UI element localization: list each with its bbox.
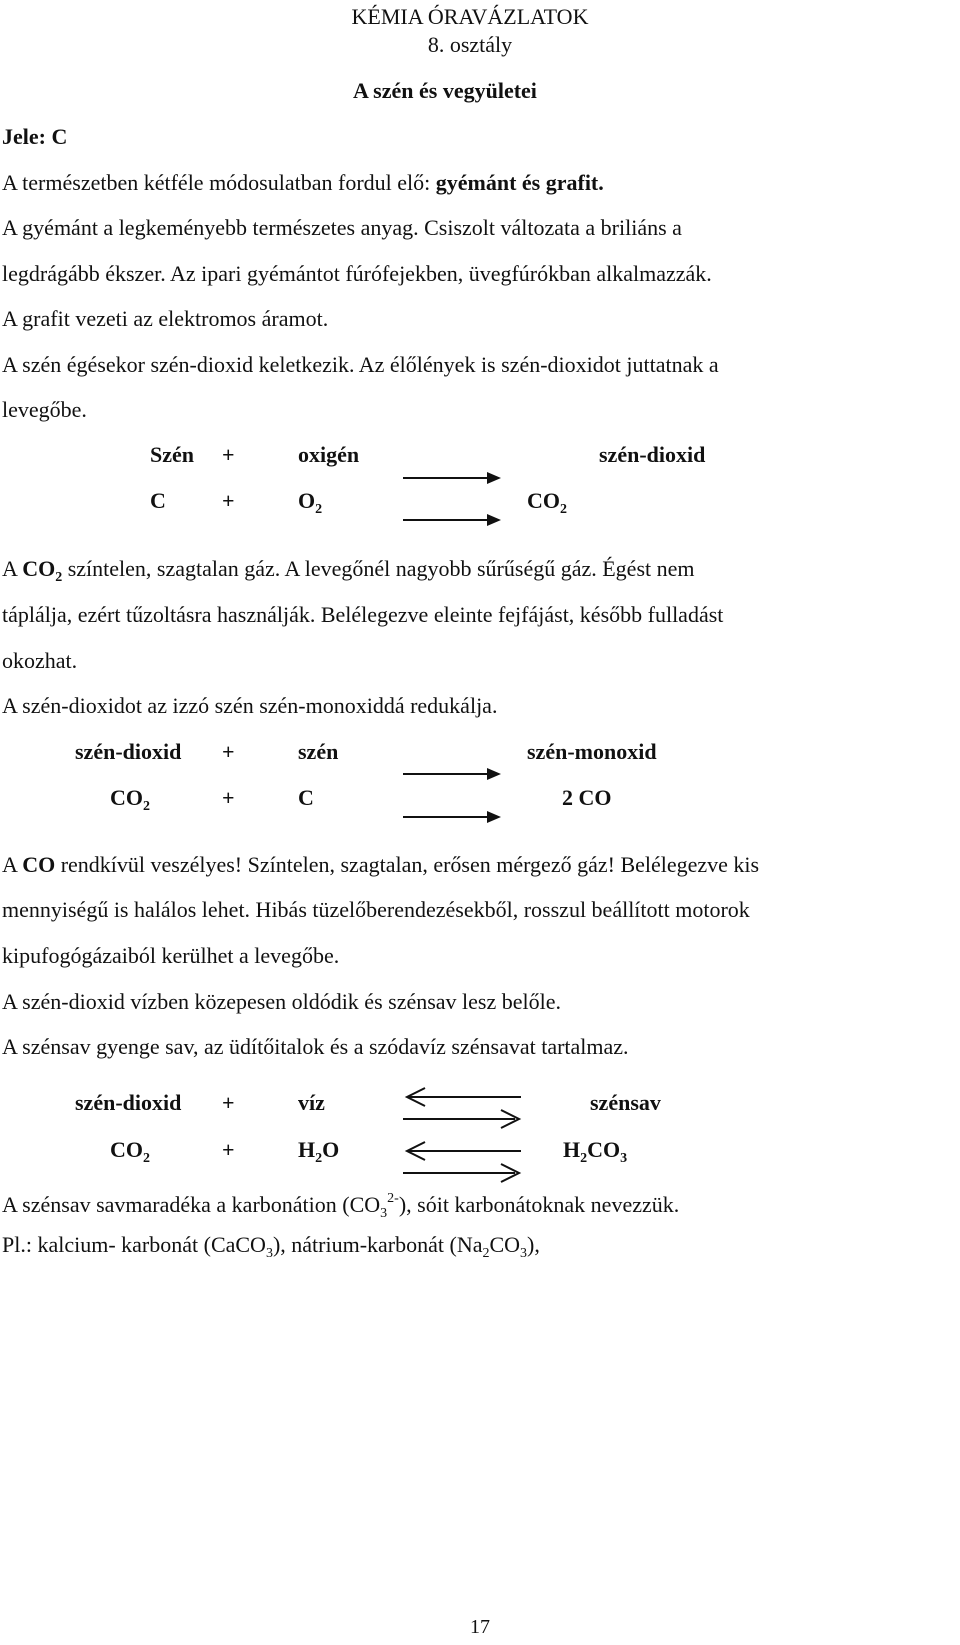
eq2-reactant-a-word: szén-dioxid — [75, 739, 182, 764]
intro-line-1: A természetben kétféle módosulatban fordul elő: gyémánt és grafit. — [2, 170, 604, 195]
document-title: KÉMIA ÓRAVÁZLATOK — [351, 4, 589, 29]
grade-label: 8. osztály — [427, 32, 513, 57]
co-line-2: mennyiségű is halálos lehet. Hibás tüzelőberendezésekből, rosszul beállított motorok — [2, 897, 750, 922]
symbol-line: Jele: C — [2, 124, 68, 149]
page-number: 17 — [470, 1616, 490, 1638]
intro-line-2: A gyémánt a legkeményebb természetes anyag. Csiszolt változata a briliáns a — [2, 215, 682, 240]
eq2-reactant-b-formula: C — [298, 785, 314, 810]
eq2-product-word: szén-monoxid — [527, 739, 657, 764]
right-arrow-icon — [403, 809, 501, 825]
eq1-reactant-b-formula: $O_2$ — [298, 488, 323, 517]
eq3-plus-formula: + — [222, 1137, 235, 1162]
eq1-plus-word: + — [222, 442, 235, 467]
eq3-reactant-a-word: szén-dioxid — [75, 1090, 182, 1115]
carbonate-line-1: A szénsav savmaradéka a karbonátion $(CO_3^{2-})$, sóit karbonátoknak nevezzük. — [2, 1191, 680, 1221]
intro-line-4: A grafit vezeti az elektromos áramot. — [2, 306, 329, 331]
intro-line-5: A szén égésekor szén-dioxid keletkezik. Az élőlények is szén-dioxidot juttatnak a — [2, 352, 719, 377]
eq3-product-word: szénsav — [590, 1090, 661, 1115]
eq1-reactant-a-formula: C — [150, 488, 166, 513]
eq1-product-word: szén-dioxid — [599, 442, 706, 467]
eq3-reactant-b-word: víz — [298, 1090, 325, 1115]
intro-line-6: levegőbe. — [2, 397, 87, 422]
eq2-reactant-b-word: szén — [298, 739, 339, 764]
co-line-1: A CO rendkívül veszélyes! Színtelen, szagtalan, erősen mérgező gáz! Belélegezve kis — [2, 852, 760, 877]
eq3-reactant-b-formula: $H_2O$ — [298, 1137, 340, 1166]
eq1-product-formula: $CO_2$ — [527, 488, 567, 517]
eq3-product-formula: $H_2CO_3$ — [563, 1137, 628, 1166]
eq1-reactant-a-word: Szén — [150, 442, 194, 467]
co-line-5: A szénsav gyenge sav, az üdítőitalok és a szódavíz szénsavat tartalmaz. — [2, 1034, 629, 1059]
co-line-4: A szén-dioxid vízben közepesen oldódik és szénsav lesz belőle. — [2, 989, 562, 1014]
eq2-plus-word: + — [222, 739, 235, 764]
eq3-reactant-a-formula: $CO_2$ — [110, 1137, 150, 1166]
right-arrow-icon — [403, 512, 501, 528]
intro-line-3: legdrágább ékszer. Az ipari gyémántot fúrófejekben, üvegfúrókban alkalmazzák. — [2, 261, 712, 286]
equilibrium-arrow-icon — [403, 1086, 523, 1130]
eq2-plus-formula: + — [222, 785, 235, 810]
right-arrow-icon — [403, 766, 501, 782]
co2-line-4: A szén-dioxidot az izzó szén szén-monoxiddá redukálja. — [2, 693, 498, 718]
eq1-reactant-b-word: oxigén — [298, 442, 360, 467]
co2-line-2: táplálja, ezért tűzoltásra használják. Belélegezve eleinte fejfájást, később fulladást — [2, 602, 724, 627]
carbonate-line-2: Pl.: kalcium- karbonát (CaCO$_3$), nátrium-karbonát $(Na_2CO_3)$, — [2, 1232, 540, 1261]
eq2-reactant-a-formula: $CO_2$ — [110, 785, 150, 814]
co2-line-1: A $CO_2$ színtelen, szagtalan gáz. A levegőnél nagyobb sűrűségű gáz. Égést nem — [2, 556, 695, 585]
co2-line-3: okozhat. — [2, 648, 78, 673]
eq2-product-formula: 2 CO — [562, 785, 612, 810]
equilibrium-arrow-icon — [403, 1140, 523, 1184]
co-line-3: kipufogógázaiból kerülhet a levegőbe. — [2, 943, 340, 968]
eq3-plus-word: + — [222, 1090, 235, 1115]
right-arrow-icon — [403, 470, 501, 486]
topic-heading: A szén és vegyületei — [353, 78, 537, 103]
eq1-plus-formula: + — [222, 488, 235, 513]
